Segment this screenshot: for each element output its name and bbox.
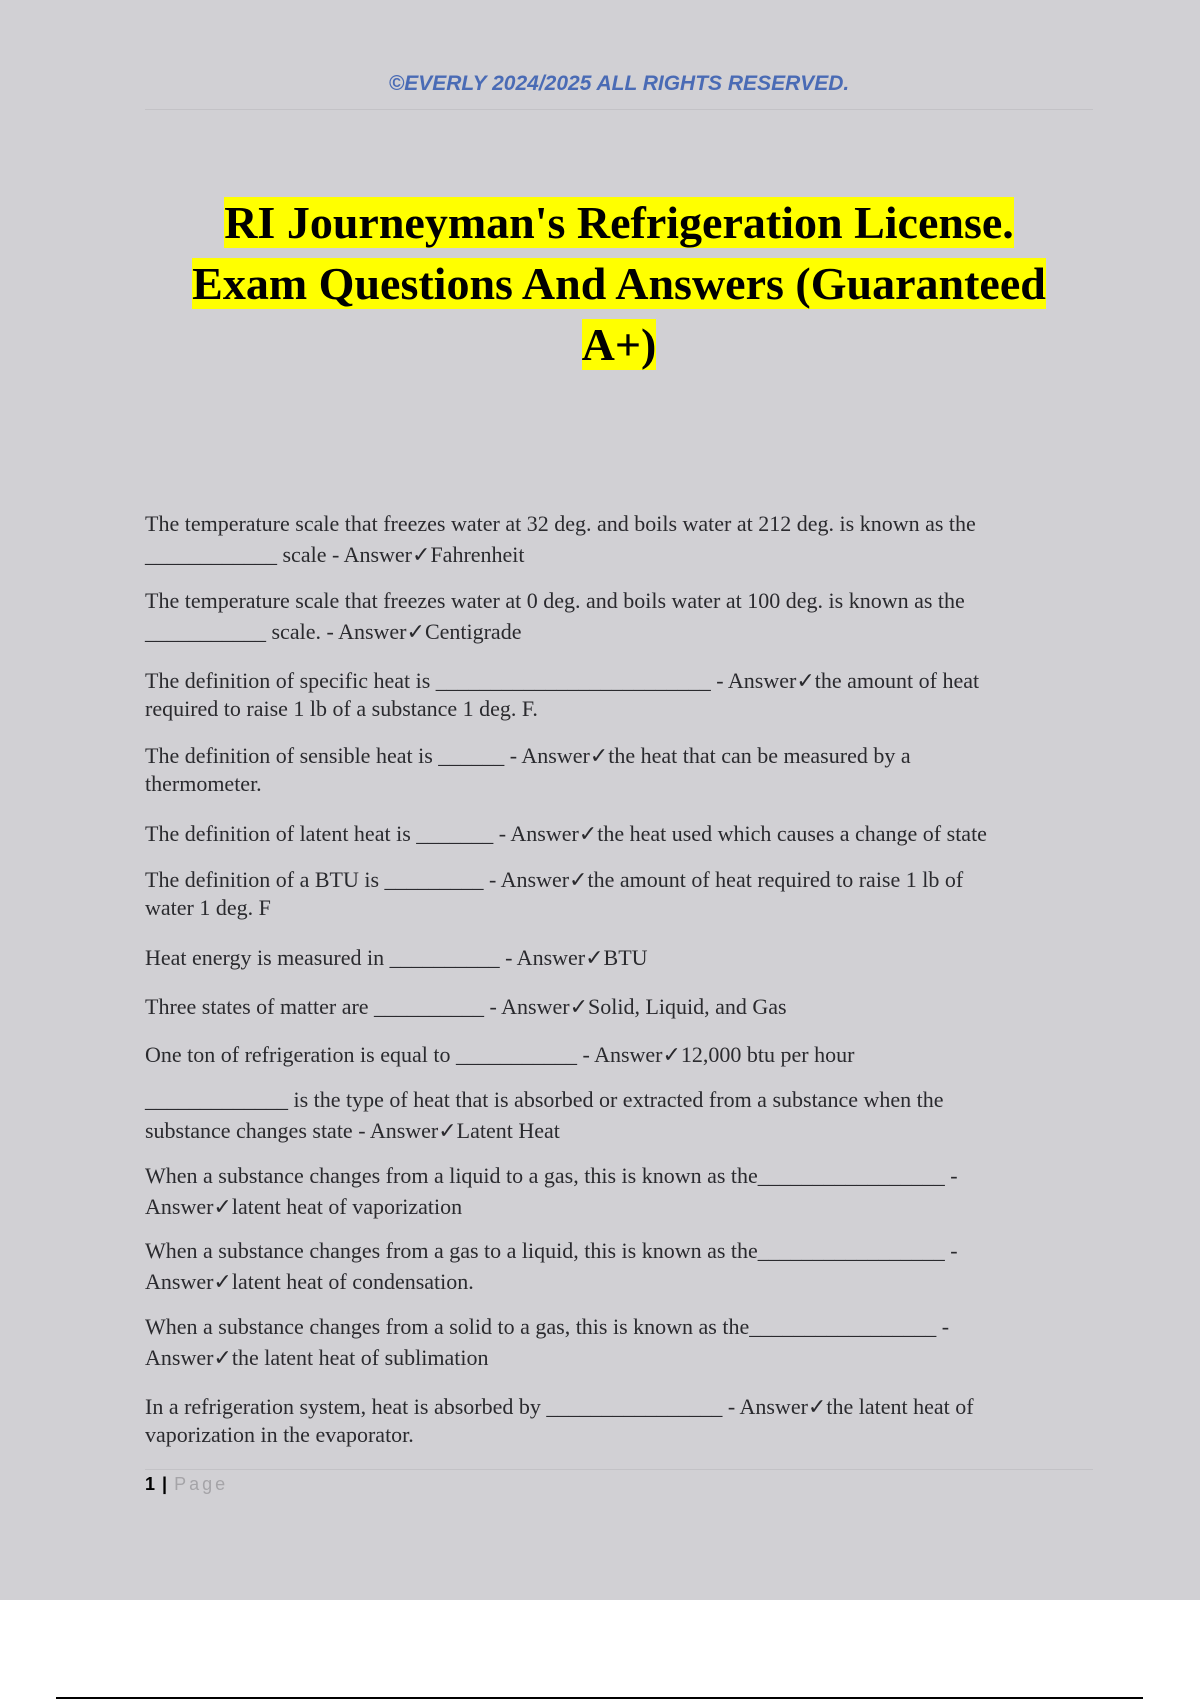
qa-item: In a refrigeration system, heat is absorbed by ________________ - Answer✓the latent heat of vaporization in the evaporator. xyxy=(145,1394,974,1447)
title-line-2: Exam Questions And Answers (Guaranteed xyxy=(192,258,1046,309)
qa-item: The definition of a BTU is _________ - Answer✓the amount of heat required to raise 1 lb of water 1 deg. F xyxy=(145,867,964,920)
qa-item: _____________ is the type of heat that is absorbed or extracted from a substance when the substance changes state - Answer✓Latent Heat xyxy=(145,1087,944,1143)
title-line-3: A+) xyxy=(581,319,657,370)
qa-item: When a substance changes from a solid to a gas, this is known as the_________________ - Answer✓the latent heat of sublimation xyxy=(145,1314,950,1370)
qa-item: The temperature scale that freezes water at 32 deg. and boils water at 212 deg. is known as the ____________ scale - Answer✓Fahrenheit xyxy=(145,511,976,567)
footer-divider xyxy=(145,1469,1093,1470)
copyright-header: ©EVERLY 2024/2025 ALL RIGHTS RESERVED. xyxy=(388,72,850,95)
page-label: Page xyxy=(174,1474,229,1494)
header-divider xyxy=(145,109,1093,110)
qa-item: When a substance changes from a liquid to a gas, this is known as the_________________ - Answer✓latent heat of vaporization xyxy=(145,1163,958,1219)
qa-item: Heat energy is measured in __________ - Answer✓BTU xyxy=(145,945,648,970)
footer-separator: | xyxy=(162,1474,168,1494)
qa-item: The temperature scale that freezes water at 0 deg. and boils water at 100 deg. is known as the ___________ scale. - Answer✓Centigrade xyxy=(145,588,965,644)
qa-item: One ton of refrigeration is equal to ___________ - Answer✓12,000 btu per hour xyxy=(145,1042,855,1067)
qa-item: The definition of specific heat is _________________________ - Answer✓the amount of heat required to raise 1 lb of a substance 1 deg. F. xyxy=(145,668,980,721)
qa-item: The definition of sensible heat is ______ - Answer✓the heat that can be measured by a thermometer. xyxy=(145,743,911,796)
qa-item: Three states of matter are __________ - Answer✓Solid, Liquid, and Gas xyxy=(145,994,787,1019)
page-footer xyxy=(145,1474,228,1495)
qa-item: The definition of latent heat is _______ - Answer✓the heat used which causes a change of state xyxy=(145,821,987,846)
bottom-divider xyxy=(56,1697,1143,1699)
page-title xyxy=(145,192,1093,375)
page-number: 1 xyxy=(145,1474,156,1494)
qa-item: When a substance changes from a gas to a liquid, this is known as the_________________ - Answer✓latent heat of condensation. xyxy=(145,1238,958,1294)
title-line-1: RI Journeyman's Refrigeration License. xyxy=(224,197,1014,248)
